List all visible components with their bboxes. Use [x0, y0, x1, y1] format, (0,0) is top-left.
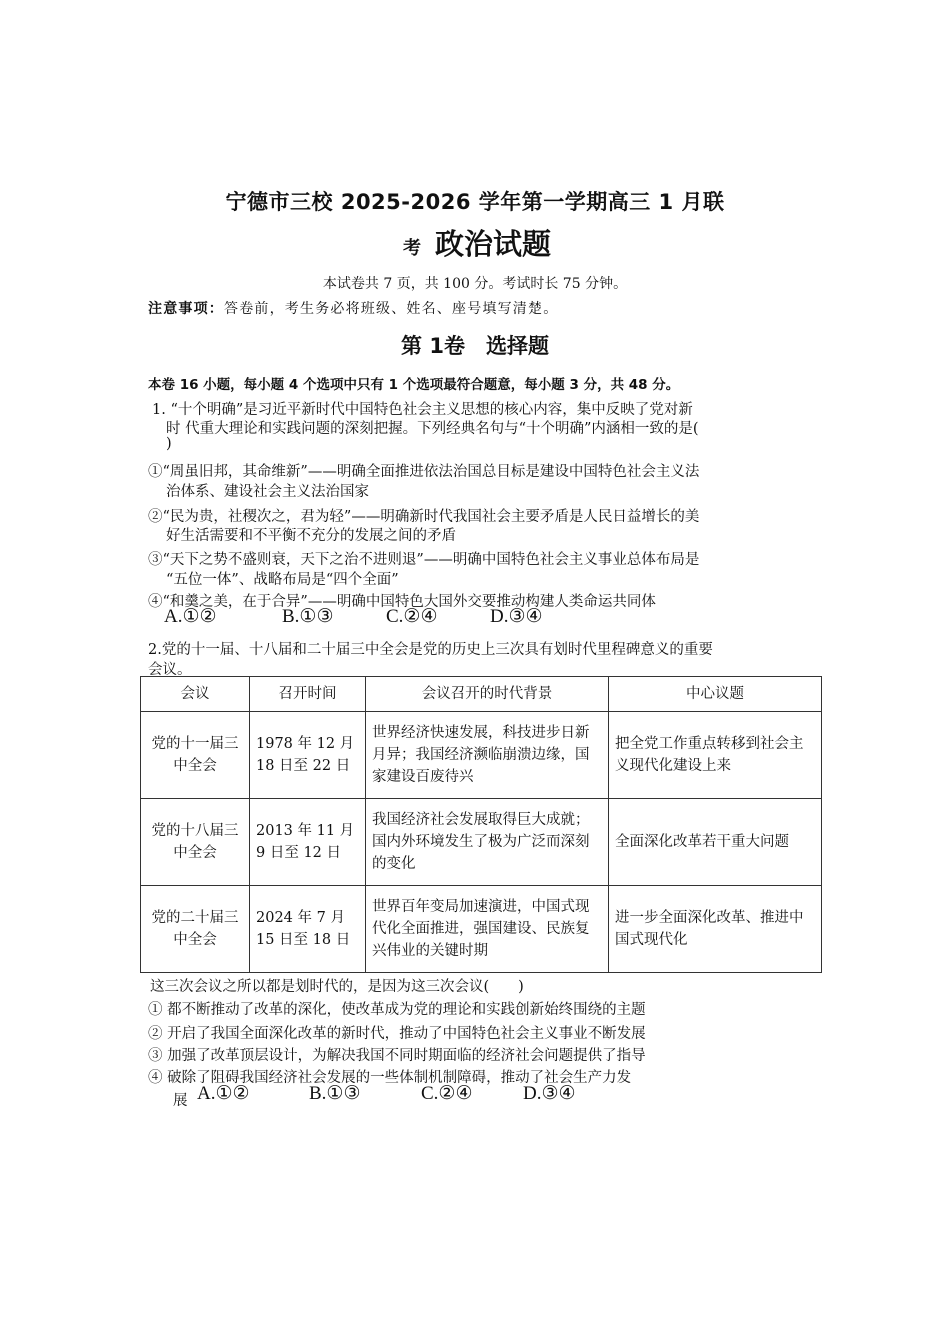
table-header-cell: 会议 [141, 677, 250, 712]
q1-item-1: ①“周虽旧邦，其命维新”——明确全面推进依法治国总目标是建设中国特色社会主义法 [148, 464, 700, 480]
table-cell: 把全党工作重点转移到社会主义现代化建设上来 [609, 712, 822, 799]
q2-question: 这三次会议之所以都是划时代的，是因为这三次会议( ) [150, 979, 524, 995]
q1-option-d[interactable]: D.③④ [490, 606, 543, 627]
exam-title-line2 [403, 222, 551, 263]
q1-item-3-cont: “五位一体”、战略布局是“四个全面” [166, 572, 399, 588]
table-cell: 2024 年 7 月 15 日至 18 日 [250, 886, 366, 973]
q1-item-2-cont: 好生活需要和不平衡不充分的发展之间的矛盾 [166, 528, 456, 544]
q1-option-a[interactable]: A.①② [164, 606, 217, 627]
table-header-cell: 中心议题 [609, 677, 822, 712]
table-cell: 全面深化改革若干重大问题 [609, 799, 822, 886]
title-suffix: 考 [403, 238, 421, 259]
table-header-row [141, 677, 822, 712]
table-row [141, 712, 822, 799]
q2-options [197, 1082, 576, 1105]
table-cell: 世界百年变局加速演进，中国式现代化全面推进，强国建设、民族复兴伟业的关键时期 [366, 886, 609, 973]
q1-item-3: ③“天下之势不盛则衰，天下之治不进则退”——明确中国特色社会主义事业总体布局是 [148, 552, 700, 568]
q1-stem-line3: ) [166, 436, 172, 452]
q2-option-d[interactable]: D.③④ [523, 1083, 576, 1104]
q2-option-b[interactable]: B.①③ [309, 1083, 361, 1104]
exam-title: 宁德市三校 2025-2026 学年第一学期高三 1 月联 [225, 190, 725, 214]
notice-text: 答卷前，考生务必将班级、姓名、座号填写清楚。 [224, 301, 559, 317]
q1-option-b[interactable]: B.①③ [282, 606, 334, 627]
section-title: 第 1卷 选择题 [401, 334, 549, 358]
exam-info: 本试卷共 7 页，共 100 分。考试时长 75 分钟。 [322, 276, 628, 292]
q2-stem-line2: 会议。 [148, 662, 192, 678]
q1-item-2: ②“民为贵，社稷次之，君为轻”——明确新时代我国社会主要矛盾是人民日益增长的美 [148, 509, 700, 525]
meeting-table [140, 676, 822, 973]
q2-option-a[interactable]: A.①② [197, 1083, 250, 1104]
q2-item-1: ① 都不断推动了改革的深化，使改革成为党的理论和实践创新始终围绕的主题 [148, 1002, 646, 1018]
table-cell: 1978 年 12 月 18 日至 22 日 [250, 712, 366, 799]
q2-item-2: ② 开启了我国全面深化改革的新时代，推动了中国特色社会主义事业不断发展 [148, 1026, 646, 1042]
q1-item-1-cont: 治体系、建设社会主义法治国家 [166, 484, 369, 500]
table-cell: 党的十一届三中全会 [141, 712, 250, 799]
notice-label: 注意事项： [148, 301, 224, 317]
subject-title: 政治试题 [435, 227, 552, 261]
q1-options [164, 605, 543, 628]
table-row [141, 886, 822, 973]
q2-item-4-cont: 展 [173, 1093, 188, 1109]
table-row [141, 799, 822, 886]
section-instruction: 本卷 16 小题，每小题 4 个选项中只有 1 个选项最符合题意，每小题 3 分，共 48 分。 [148, 377, 680, 393]
table-cell: 党的十八届三中全会 [141, 799, 250, 886]
q1-option-c[interactable]: C.②④ [386, 606, 438, 627]
q1-stem-line1: 1. “十个明确”是习近平新时代中国特色社会主义思想的核心内容，集中反映了党对新 [152, 402, 693, 418]
table-cell: 2013 年 11 月 9 日至 12 日 [250, 799, 366, 886]
table-header-cell: 召开时间 [250, 677, 366, 712]
q2-option-c[interactable]: C.②④ [421, 1083, 473, 1104]
notice [148, 298, 558, 318]
table-header-cell: 会议召开的时代背景 [366, 677, 609, 712]
table-cell: 党的二十届三中全会 [141, 886, 250, 973]
q2-item-4: ④ 破除了阻碍我国经济社会发展的一些体制机制障碍，推动了社会生产力发 [148, 1070, 632, 1086]
table-cell: 世界经济快速发展，科技进步日新月异；我国经济濒临崩溃边缘，国家建设百废待兴 [366, 712, 609, 799]
q1-item-4: ④“和羹之美，在于合异”——明确中国特色大国外交要推动构建人类命运共同体 [148, 594, 656, 610]
q1-stem-line2: 时 代重大理论和实践问题的深刻把握。下列经典名句与“十个明确”内涵相一致的是( [166, 421, 699, 437]
q2-stem-line1: 2.党的十一届、十八届和二十届三中全会是党的历史上三次具有划时代里程碑意义的重要 [148, 642, 713, 658]
table-cell: 我国经济社会发展取得巨大成就；国内外环境发生了极为广泛而深刻的变化 [366, 799, 609, 886]
q2-item-3: ③ 加强了改革顶层设计，为解决我国不同时期面临的经济社会问题提供了指导 [148, 1048, 646, 1064]
table-cell: 进一步全面深化改革、推进中国式现代化 [609, 886, 822, 973]
